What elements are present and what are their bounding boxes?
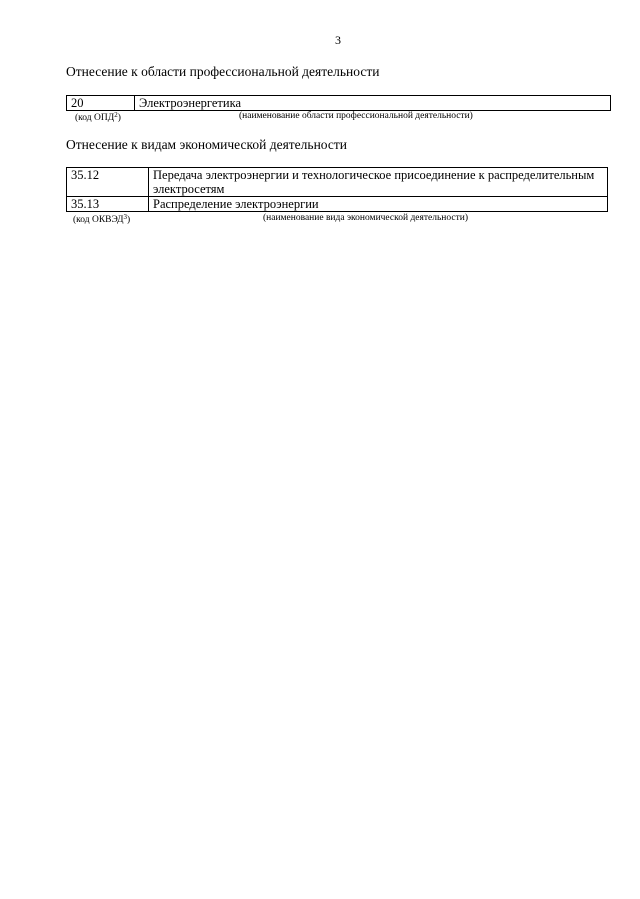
footnote-mark: 3 xyxy=(123,213,127,221)
opd-name-cell: Электроэнергетика xyxy=(135,96,611,111)
okved-name-caption: (наименование вида экономической деятельности) xyxy=(263,213,468,223)
opd-code-cell: 20 xyxy=(67,96,135,111)
okved-code-cell: 35.13 xyxy=(67,197,149,212)
footnote-mark: 2 xyxy=(114,111,118,119)
opd-table xyxy=(66,95,611,111)
opd-code-caption xyxy=(75,110,121,124)
opd-name-caption: (наименование области профессиональной деятельности) xyxy=(239,111,473,121)
opd-code-caption-text: (код ОПД xyxy=(75,113,115,123)
okved-code-caption-close: ) xyxy=(126,215,131,225)
okved-name-cell: Распределение электроэнергии xyxy=(149,197,608,212)
page-number: 3 xyxy=(335,33,341,47)
okved-table xyxy=(66,167,608,212)
okved-name-cell: Передача электроэнергии и технологическое присоединение к распределительным электросетям xyxy=(149,168,608,197)
table-row xyxy=(67,168,608,197)
okved-section-heading: Отнесение к видам экономической деятельности xyxy=(66,137,347,152)
table-row xyxy=(67,96,611,111)
okved-code-cell: 35.12 xyxy=(67,168,149,197)
opd-section-heading: Отнесение к области профессиональной деятельности xyxy=(66,64,380,79)
opd-code-caption-close: ) xyxy=(117,113,121,123)
table-row xyxy=(67,197,608,212)
okved-code-caption xyxy=(73,212,130,226)
okved-code-caption-text: (код ОКВЭД xyxy=(73,215,124,225)
